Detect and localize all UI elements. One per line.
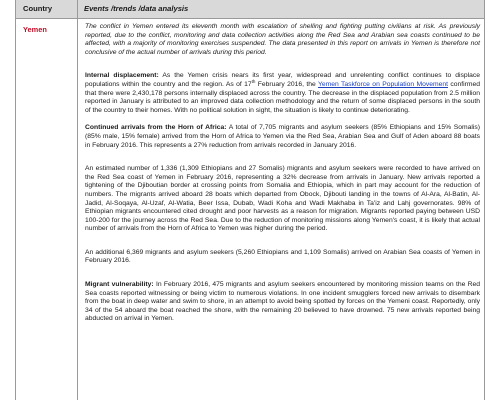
intro-paragraph: The conflict in Yemen entered its eleventh month with escalation of shelling and fighting putting civilians at risk. As previously reported, due to the conflict, monitoring and data collection activities along the Red Sea and Arabian sea coasts continued to be affected, with a majority of monitoring exercises suspended. The data presented in this report on arrivals in Yemen is therefore not conclusive of the actual number of arrivals during this period. — [85, 23, 480, 56]
idp-text-1: As the Yemen crisis nears its first year, widespread and unrelenting conflict continues to displace populations within the country and the region. As of 17 — [85, 72, 480, 88]
idp-text-3: confirmed that there were 2,430,178 persons internally displaced across the country. The decrease in the displaced population from 2.5 million reported in January is attributed to an improved data collection methodology and the return of some displaced persons in the south of the country to their homes. With no political solution in sight, the situation is likely to continue deteriorating. — [85, 80, 480, 114]
horn-arrivals-heading: Continued arrivals from the Horn of Africa: — [85, 124, 227, 132]
events-cell — [85, 23, 480, 333]
arabian-sea-paragraph: An additional 6,369 migrants and asylum seekers (5,260 Ethiopians and 1,109 Somalis) arrived on Arabian Sea coasts of Yemen in February 2016. — [85, 248, 480, 265]
horn-arrivals-paragraph — [85, 124, 480, 150]
header-country: Country — [23, 4, 53, 13]
horn-arrivals-text: A total of 7,705 migrants and asylum seekers (85% Ethiopians and 15% Somalis) (85% male, 15% female) arrived from the Horn of Africa to Yemen via the Red Sea, Arabian Sea and Gulf of Aden aboard 88 boats in February 2016. This represents a 27% reduction from arrivals recorded in January 2016. — [85, 124, 480, 149]
idp-text-2: February 2016, the — [255, 80, 319, 88]
taskforce-link[interactable]: Yemen Taskforce on Population Movement — [318, 80, 448, 88]
internal-displacement-paragraph — [85, 72, 480, 115]
migrant-vulnerability-heading: Migrant vulnerability: — [85, 281, 154, 289]
red-sea-paragraph: An estimated number of 1,336 (1,309 Ethiopians and 27 Somalis) migrants and asylum seekers were recorded to have arrived on the Red Sea coast of Yemen in February 2016, representing a 32% decrease from arrivals in January. New arrivals reported a tightening of the Djiboutian border at crossing points from Somalia and Ethiopia, which in part may account for the reduction of numbers. The migrants arrived aboard 28 boats which departed from Obock, Djibouti landing in the towns of Al-Ara, Al-Batin, Al-Jadid, Al-Soqaya, Al-Uzaf, Al-Watia, Beer Issa, Dubab, Wadi Koha and Wadi Makhaba in Ta'iz and Lahj governorates. 98% of Ethiopian migrants encountered cited drought and poor harvests as a reason for migration. Migrants reported paying between USD 100-200 for the journey across the Red Sea. Due to the reduction of monitoring missions along Yemen's coast, it is likely that actual number of arrivals from the Horn of Africa to Yemen was higher during the period. — [85, 165, 480, 233]
header-events: Events /trends /data analysis — [84, 4, 189, 13]
internal-displacement-heading: Internal displacement: — [85, 72, 159, 80]
migrant-vulnerability-text: In February 2016, 475 migrants and asylum seekers encountered by monitoring mission teams on the Red Sea coasts reported witnessing or being victim to numerous violations. In one incident smugglers forced new arrivals to disembark from the boat in deep water and swim to shore, in an attempt to avoid being spotted by forces on the Yemeni coast. Reportedly, only 34 of the 54 aboard the boat reached the shore, with the remaining 20 believed to have drowned. 75 new arrivals reported being abducted on arrival in Yemen. — [85, 281, 481, 323]
country-cell: Yemen — [23, 25, 47, 34]
report-table — [15, 0, 485, 400]
migrant-vulnerability-paragraph — [85, 281, 480, 324]
idp-superscript: th — [251, 78, 256, 84]
table-header — [16, 0, 484, 19]
column-divider — [77, 0, 78, 400]
